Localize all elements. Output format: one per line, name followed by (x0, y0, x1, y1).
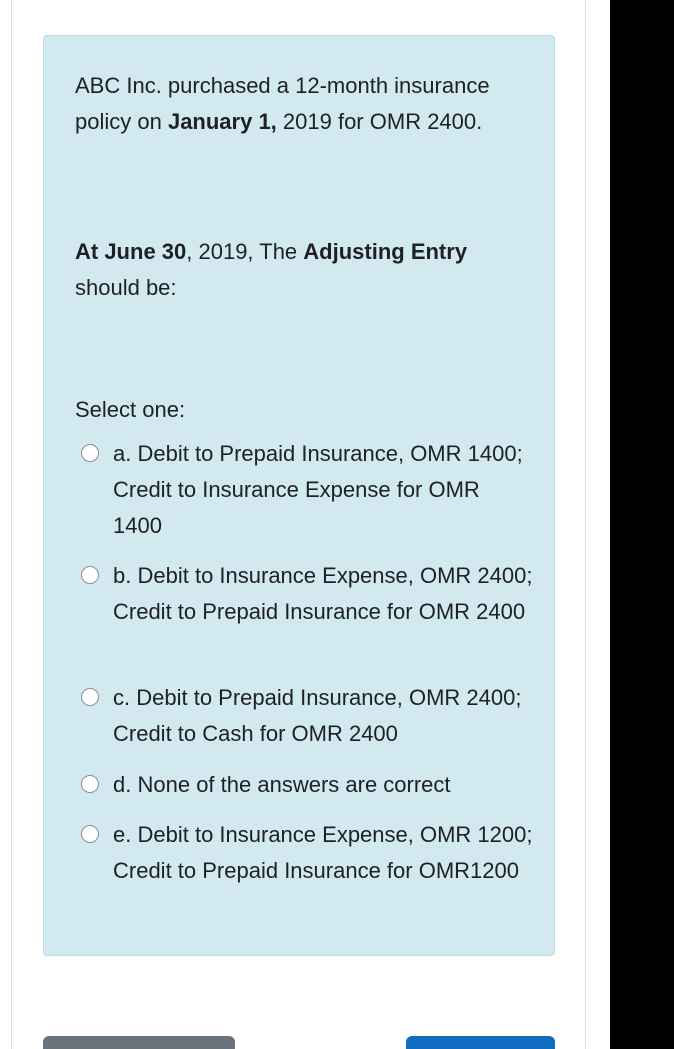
option-label: Debit to Prepaid Insurance, OMR 2400; Credit to Cash for OMR 2400 (113, 685, 522, 746)
question-prompt-text-1: , 2019, The (186, 239, 304, 264)
answer-option-b-text[interactable] (113, 558, 533, 630)
answer-option-d-text[interactable] (113, 767, 533, 803)
radio-option-b[interactable] (81, 566, 99, 584)
option-letter: a. (113, 441, 132, 466)
option-label: None of the answers are correct (137, 772, 451, 797)
question-intro-text-2: 2019 for OMR 2400. (276, 109, 483, 134)
question-prompt (75, 234, 515, 306)
black-edge-area (610, 0, 674, 1049)
radio-option-a[interactable] (81, 444, 99, 462)
option-letter: d. (113, 772, 132, 797)
option-letter: e. (113, 822, 132, 847)
option-label: Debit to Prepaid Insurance, OMR 1400; Credit to Insurance Expense for OMR 1400 (113, 441, 523, 538)
option-letter: b. (113, 563, 132, 588)
select-one-label: Select one: (75, 397, 186, 422)
answer-option-c-text[interactable] (113, 680, 533, 752)
question-intro (75, 68, 515, 140)
question-prompt-text-2: should be: (75, 275, 177, 300)
question-intro-date: January 1, (167, 109, 277, 134)
question-prompt-term: Adjusting Entry (303, 239, 468, 264)
question-intro-text-1: ABC Inc. purchased a 12-month insurance policy on (75, 73, 490, 134)
radio-option-d[interactable] (81, 775, 99, 793)
radio-option-c[interactable] (81, 688, 99, 706)
question-prompt-date: At June 30 (75, 239, 187, 264)
answer-option-a-text[interactable] (113, 436, 533, 544)
previous-page-button[interactable] (43, 1036, 235, 1049)
question-box (43, 35, 555, 956)
option-label: Debit to Insurance Expense, OMR 1200; Credit to Prepaid Insurance for OMR1200 (113, 822, 533, 883)
radio-option-e[interactable] (81, 825, 99, 843)
answer-option-e-text[interactable] (113, 817, 533, 889)
next-page-button[interactable] (406, 1036, 555, 1049)
option-letter: c. (113, 685, 131, 710)
option-label: Debit to Insurance Expense, OMR 2400; Credit to Prepaid Insurance for OMR 2400 (113, 563, 533, 624)
